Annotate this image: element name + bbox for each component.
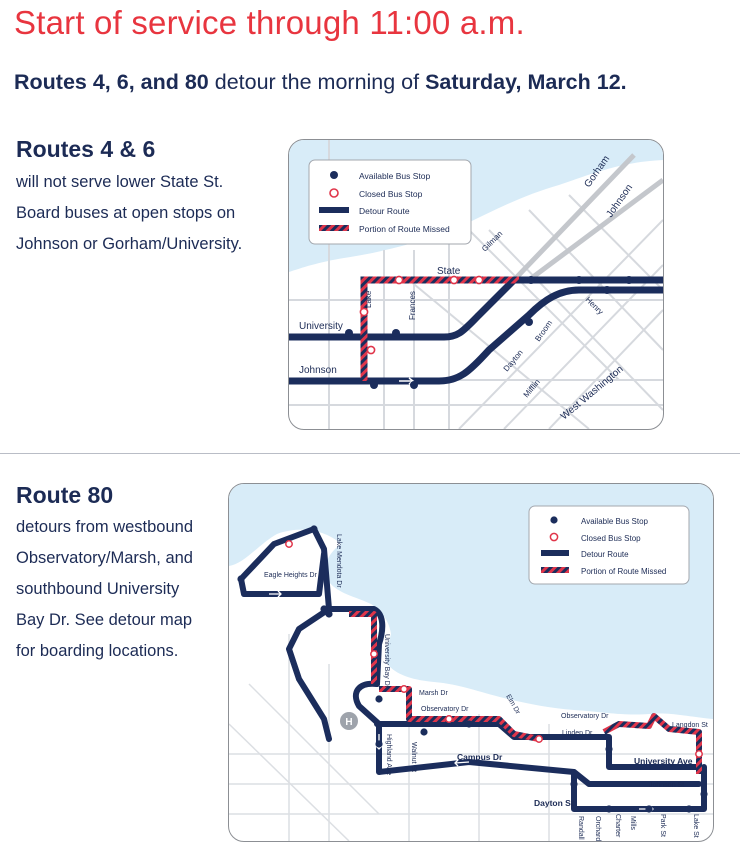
detour-date: Saturday, March 12. (425, 70, 627, 94)
map-legend (529, 506, 689, 584)
street-label-orchard: Orchard (594, 816, 601, 841)
routes-4-6-line: Johnson or Gorham/University. (16, 235, 243, 253)
street-label-johnson: Johnson St (649, 782, 685, 789)
legend-detour-label: Detour Route (359, 206, 410, 216)
routes-4-6-description (16, 167, 242, 260)
hospital-icon (340, 712, 358, 730)
street-label-university: University (299, 321, 343, 332)
page-title: Start of service through 11:00 a.m. (14, 4, 525, 41)
legend-closed-label: Closed Bus Stop (581, 534, 641, 543)
routes-4-6-detour-map (288, 139, 664, 430)
routes-4-6-line: Board buses at open stops on (16, 204, 236, 222)
street-label-walnut: Walnut St (410, 742, 417, 773)
route-80-line: Observatory/Marsh, and (16, 549, 193, 567)
street-label-mifflin: Mifflin (521, 377, 542, 400)
street-label-gorham: Gorham (582, 153, 613, 190)
hospital-symbol: H (345, 717, 353, 728)
street-label-state: State (437, 266, 461, 277)
legend-missed-label: Portion of Route Missed (581, 567, 667, 576)
street-label-charter: Charter (614, 814, 621, 838)
detour-summary-middle: detour the morning of (208, 70, 426, 94)
legend-available-label: Available Bus Stop (359, 171, 431, 181)
route-80-line: detours from westbound (16, 518, 194, 536)
legend-missed-label: Portion of Route Missed (359, 224, 450, 234)
street-label-lake: Lake St (692, 814, 699, 838)
street-label-west-washington: West Washington (558, 363, 626, 423)
street-label-lake: Lake (364, 290, 373, 308)
street-label-broom: Broom (533, 318, 555, 344)
street-label-dayton: Dayton St (534, 798, 574, 808)
street-label-campus: Campus Dr (457, 752, 503, 762)
street-label-johnson-ne: Johnson (604, 182, 636, 220)
street-label-eagle-heights: Eagle Heights Dr (264, 572, 317, 579)
route-80-detour-map (228, 483, 714, 842)
street-label-university-ave: University Ave (634, 756, 693, 766)
street-label-highland: Highland Ave (385, 734, 392, 776)
street-label-mills: Mills (629, 816, 636, 830)
detour-routes: Routes 4, 6, and 80 (14, 70, 209, 94)
route-80-description (16, 512, 193, 667)
detour-summary (14, 70, 627, 95)
street-label-observatory-west: Observatory Dr (421, 706, 469, 713)
section-divider (0, 453, 740, 454)
street-label-marsh: Marsh Dr (419, 690, 448, 697)
street-label-frances: Frances (408, 291, 417, 320)
legend-detour-label: Detour Route (581, 550, 629, 559)
routes-4-6-map-svg (289, 140, 663, 429)
legend-available-label: Available Bus Stop (581, 517, 649, 526)
legend-closed-label: Closed Bus Stop (359, 189, 423, 199)
street-label-observatory-east: Observatory Dr (561, 713, 609, 720)
detour-route (289, 280, 663, 381)
street-label-university-bay: University Bay Dr (383, 634, 390, 689)
routes-4-6-title: Routes 4 & 6 (16, 136, 156, 162)
street-label-johnson: Johnson (299, 365, 337, 376)
street-label-linden: Linden Dr (562, 730, 593, 737)
route-80-line: southbound University (16, 580, 180, 598)
map-legend (309, 160, 471, 244)
street-label-randall: Randall (577, 816, 584, 840)
street-label-elm: Elm Dr (504, 693, 522, 716)
street-label-gilman: Gilman (480, 229, 505, 254)
route-80-title: Route 80 (16, 482, 114, 508)
street-label-henry: Henry (583, 295, 606, 317)
street-label-lake-mendota: Lake Mendota Dr (335, 534, 342, 588)
route-80-map-svg (229, 484, 713, 841)
route-80-line: Bay Dr. See detour map (16, 611, 193, 629)
route-80-line: for boarding locations. (16, 642, 179, 660)
routes-4-6-line: will not serve lower State St. (16, 173, 224, 191)
street-label-park: Park St (659, 814, 666, 837)
street-label-dayton: Dayton (501, 348, 525, 374)
street-label-langdon: Langdon St (672, 722, 708, 729)
